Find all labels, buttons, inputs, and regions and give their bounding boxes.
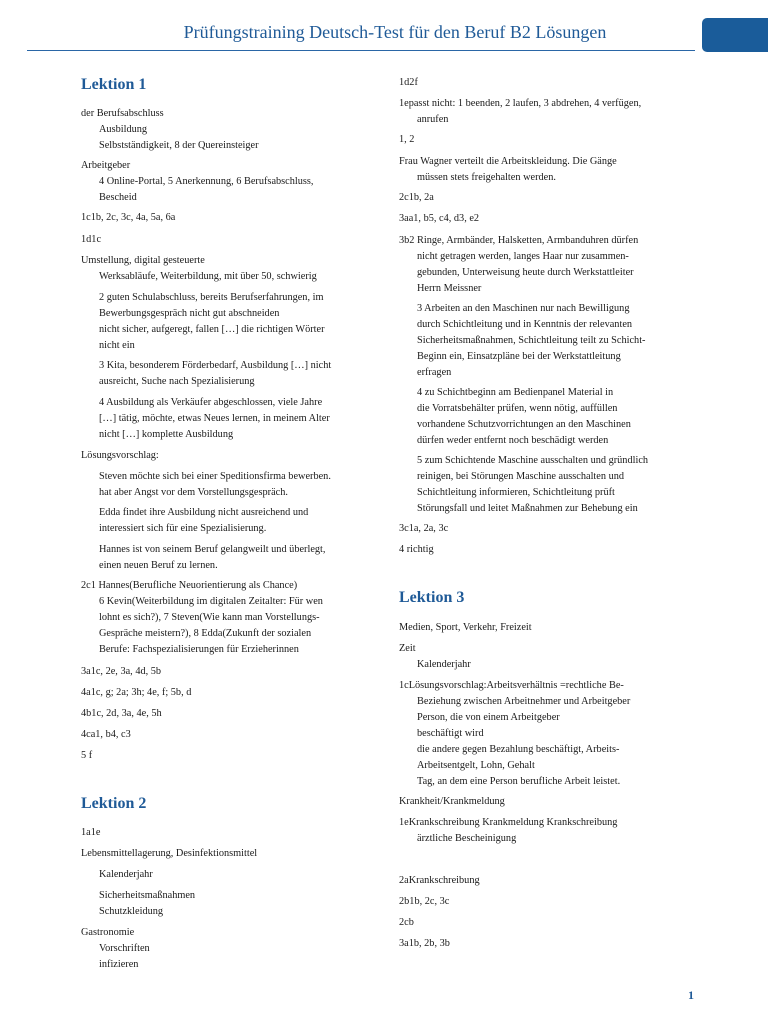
lektion-2-heading: Lektion 2: [81, 795, 147, 812]
answer-line: infizieren: [99, 959, 139, 970]
answer-line: nicht ein: [99, 340, 135, 351]
answer-group: [81, 158, 349, 206]
answer-line: 4 zu Schichtbeginn am Bedienpanel Material in: [417, 387, 614, 398]
answer-group: [81, 469, 349, 501]
answer-line: 3c1a, 2a, 3c: [399, 523, 449, 534]
answer-line: Lösungsvorschlag:: [81, 450, 159, 461]
answer-line: Frau Wagner verteilt die Arbeitskleidung. Die Gänge: [399, 156, 617, 167]
answer-group: [81, 106, 349, 154]
answer-line: 3a1c, 2e, 3a, 4d, 5b: [81, 666, 162, 677]
answer-line: Hannes ist von seinem Beruf gelangweilt und überlegt,: [99, 544, 326, 555]
answer-line: 2 guten Schulabschluss, bereits Berufserfahrungen, im: [99, 292, 324, 303]
answer-line: Steven möchte sich bei einer Speditionsfirma bewerben.: [99, 471, 331, 482]
answer-group: [81, 888, 349, 920]
answer-line: 2aKrankschreibung: [399, 875, 480, 886]
answer-group: [399, 385, 657, 449]
answer-group: [399, 301, 657, 381]
answer-line: ausreicht, Suche nach Spezialisierung: [99, 376, 255, 387]
answer-group: [81, 846, 349, 883]
answer-line: Störungsfall und leitet Maßnahmen zur Behebung ein: [417, 503, 638, 514]
answer-group: [81, 253, 349, 285]
answer-group: [81, 395, 349, 443]
answer-line: 2b1b, 2c, 3c: [399, 896, 450, 907]
answer-line: Beginn ein, Einsatzpläne bei der Werkstattleitung: [417, 351, 621, 362]
answer-line: 2c1b, 2a: [399, 192, 434, 203]
answer-line: einen neuen Beruf zu lernen.: [99, 560, 218, 571]
answer-group: [81, 925, 349, 973]
answer-line: Schichtleitung informieren, Schichtleitung prüft: [417, 487, 615, 498]
answer-line: Sicherheitsmaßnahmen, Schichtleitung teilt zu Schicht-: [417, 335, 646, 346]
answer-line: Edda findet ihre Ausbildung nicht ausreichend und: [99, 507, 309, 518]
lektion-3-heading: Lektion 3: [399, 589, 465, 606]
lektion-1-heading: Lektion 1: [81, 76, 147, 93]
answer-line: 1a1e: [81, 827, 101, 838]
answer-line: Gastronomie: [81, 927, 135, 938]
answer-line: 3a1b, 2b, 3b: [399, 938, 450, 949]
answer-group: [399, 96, 657, 128]
answer-line: vorhandene Schutzvorrichtungen an den Maschinen: [417, 419, 631, 430]
answer-line: lohnt es sich?), 7 Steven(Wie kann man Vorstellungs-: [99, 612, 320, 623]
answer-line: Zeit: [399, 643, 416, 654]
answer-line: 4a1c, g; 2a; 3h; 4e, f; 5b, d: [81, 687, 192, 698]
page-header-title: Prüfungstraining Deutsch-Test für den Beruf B2 Lösungen: [183, 22, 607, 42]
answer-line: interessiert sich für eine Spezialisierung.: [99, 523, 267, 534]
answer-line: Berufe: Fachspezialisierungen für Erzieherinnen: [99, 644, 299, 655]
answer-line: Herrn Meissner: [417, 283, 482, 294]
answer-line: Umstellung, digital gesteuerte: [81, 255, 205, 266]
answer-line: durch Schichtleitung und in Kenntnis der relevanten: [417, 319, 633, 330]
answer-line: Schutzkleidung: [99, 906, 164, 917]
answer-group: [81, 578, 349, 658]
answer-line: 3b2 Ringe, Armbänder, Halsketten, Armbanduhren dürfen: [399, 235, 639, 246]
answer-line: reinigen, bei Störungen Maschine ausschalten und: [417, 471, 625, 482]
answer-line: Arbeitgeber: [81, 160, 131, 171]
answer-line: 1epasst nicht: 1 beenden, 2 laufen, 3 abdrehen, 4 verfügen,: [399, 98, 642, 109]
answer-line: Lebensmittellagerung, Desinfektionsmittel: [81, 848, 258, 859]
answer-line: Beziehung zwischen Arbeitnehmer und Arbeitgeber: [417, 696, 631, 707]
answer-line: nicht getragen werden, langes Haar nur zusammen-: [417, 251, 629, 262]
answer-line: Vorschriften: [99, 943, 150, 954]
answer-group: [81, 505, 349, 537]
answer-line: Sicherheitsmaßnahmen: [99, 890, 196, 901]
answer-line: 4b1c, 2d, 3a, 4e, 5h: [81, 708, 162, 719]
answer-line: 3 Arbeiten an den Maschinen nur nach Bewilligung: [417, 303, 630, 314]
page-number: 1: [688, 988, 694, 1002]
answer-line: 1, 2: [399, 134, 415, 145]
answer-line: anrufen: [417, 114, 449, 125]
header-divider: [27, 50, 695, 51]
answer-line: 4 Ausbildung als Verkäufer abgeschlossen, viele Jahre: [99, 397, 323, 408]
answer-line: 2cb: [399, 917, 414, 928]
answer-line: Gespräche meistern?), 8 Edda(Zukunft der sozialen: [99, 628, 312, 639]
answer-line: nicht […] komplette Ausbildung: [99, 429, 234, 440]
answer-line: beschäftigt wird: [417, 728, 484, 739]
header-tab-marker: [702, 18, 768, 52]
answer-group: [399, 154, 657, 186]
answer-group: [399, 233, 657, 297]
answer-line: 1d2f: [399, 77, 418, 88]
answer-line: nicht sicher, aufgeregt, fallen […] die richtigen Wörter: [99, 324, 325, 335]
answer-line: Arbeitsentgelt, Lohn, Gehalt: [417, 760, 535, 771]
answer-line: ärztliche Bescheinigung: [417, 833, 517, 844]
answer-line: 1d1c: [81, 234, 102, 245]
answer-line: 2c1 Hannes(Berufliche Neuorientierung als Chance): [81, 580, 298, 591]
answer-line: Bescheid: [99, 192, 137, 203]
answer-line: Kalenderjahr: [99, 869, 153, 880]
answer-line: die andere gegen Bezahlung beschäftigt, Arbeits-: [417, 744, 620, 755]
answer-line: erfragen: [417, 367, 452, 378]
answer-line: […] tätig, möchte, etwas Neues lernen, in meinem Alter: [99, 413, 330, 424]
answer-line: gebunden, Unterweisung heute durch Werkstattleiter: [417, 267, 634, 278]
answer-group: [81, 290, 349, 354]
answer-line: 1cLösungsvorschlag:Arbeitsverhältnis =rechtliche Be-: [399, 680, 624, 691]
answer-line: 6 Kevin(Weiterbildung im digitalen Zeitalter: Für wen: [99, 596, 323, 607]
answer-line: 5 zum Schichtende Maschine ausschalten und gründlich: [417, 455, 649, 466]
answer-line: die Vorratsbehälter prüfen, wenn nötig, auffüllen: [417, 403, 618, 414]
answer-line: der Berufsabschluss: [81, 108, 164, 119]
answer-group: [399, 815, 657, 847]
answer-line: Ausbildung: [99, 124, 148, 135]
answer-group: [399, 641, 657, 673]
answer-group: [81, 542, 349, 574]
answer-line: 5 f: [81, 750, 93, 761]
answer-line: dürfen weder entfernt noch beschädigt werden: [417, 435, 609, 446]
answer-line: Bewerbungsgespräch nicht gut abschneiden: [99, 308, 280, 319]
answer-line: Tag, an dem eine Person berufliche Arbeit leistet.: [417, 776, 621, 787]
answer-line: Medien, Sport, Verkehr, Freizeit: [399, 622, 532, 633]
answer-line: 3aa1, b5, c4, d3, e2: [399, 213, 480, 224]
answer-line: 1c1b, 2c, 3c, 4a, 5a, 6a: [81, 212, 176, 223]
answer-line: 4ca1, b4, c3: [81, 729, 131, 740]
answer-line: müssen stets freigehalten werden.: [417, 172, 556, 183]
answer-group: [399, 453, 657, 517]
answer-line: Werksabläufe, Weiterbildung, mit über 50, schwierig: [99, 271, 317, 282]
answer-group: [399, 678, 657, 790]
answer-line: hat aber Angst vor dem Vorstellungsgespräch.: [99, 487, 288, 498]
answer-line: Selbstständigkeit, 8 der Quereinsteiger: [99, 140, 259, 151]
answer-line: 3 Kita, besonderem Förderbedarf, Ausbildung […] nicht: [99, 360, 332, 371]
answer-group: [81, 358, 349, 390]
answer-line: Kalenderjahr: [417, 659, 471, 670]
answer-line: 4 Online-Portal, 5 Anerkennung, 6 Berufsabschluss,: [99, 176, 314, 187]
answer-line: 1eKrankschreibung Krankmeldung Krankschreibung: [399, 817, 618, 828]
answer-line: Person, die von einem Arbeitgeber: [417, 712, 560, 723]
answer-line: Krankheit/Krankmeldung: [399, 796, 505, 807]
answer-line: 4 richtig: [399, 544, 434, 555]
